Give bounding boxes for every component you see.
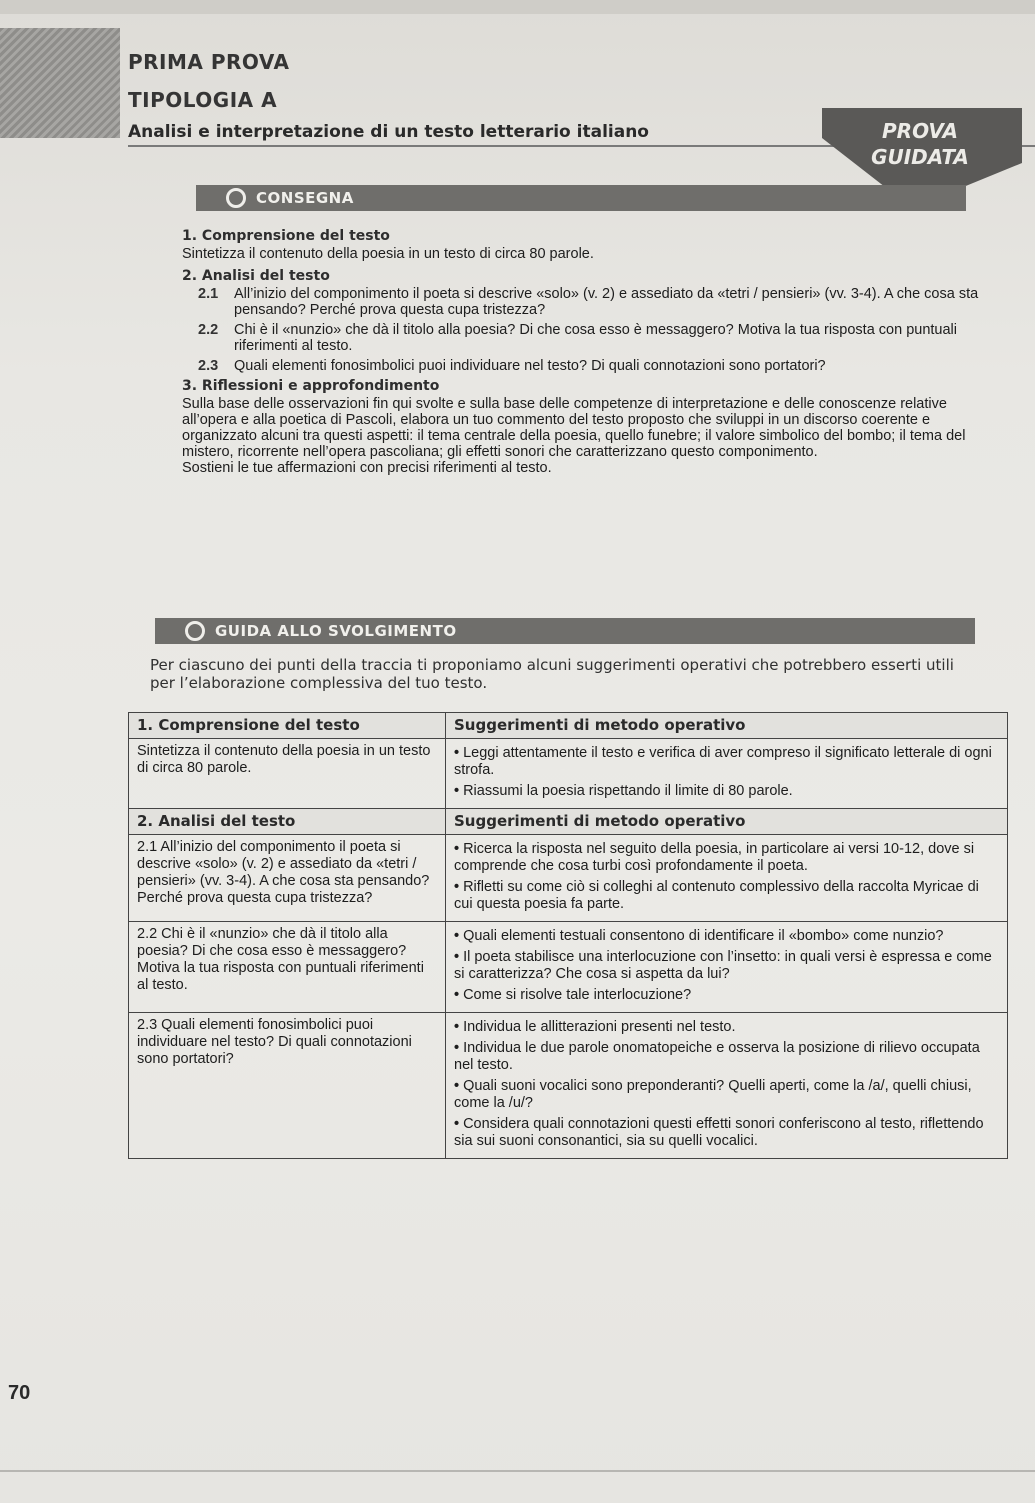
consegna-label: CONSEGNA [256, 189, 354, 207]
bullet-item: • Quali suoni vocalici sono preponderanti? Quelli aperti, come la /a/, quelli chiusi, come la /u/? [454, 1078, 999, 1112]
row22-left: 2.2 Chi è il «nunzio» che dà il titolo alla poesia? Di che cosa esso è messaggero? Motiva la tua risposta con puntuali riferimenti al testo. [129, 922, 446, 1013]
sub-num: 2.1 [198, 286, 219, 302]
circle-icon [226, 188, 246, 208]
section-label: PRIMA PROVA [128, 50, 290, 74]
table-row [129, 835, 1008, 922]
badge-text [850, 118, 990, 170]
consegna-content [168, 228, 988, 482]
sub-num: 2.3 [198, 358, 219, 374]
page-subtitle: Analisi e interpretazione di un testo letterario italiano [128, 122, 649, 142]
sub-text: All’inizio del componimento il poeta si descrive «solo» (v. 2) e assediato da «tetri / pensieri» (vv. 3-4). A che cosa sta pensando? Perché prova questa cupa tristezza? [234, 286, 979, 318]
circle-icon [185, 621, 205, 641]
bullet-item: • Leggi attentamente il testo e verifica di aver compreso il significato letterale di ogni strofa. [454, 745, 999, 779]
table-row [129, 713, 1008, 739]
sub-item [198, 358, 988, 374]
item1-title: 1. Comprensione del testo [182, 228, 390, 244]
top-strip [0, 0, 1035, 14]
guide-table [128, 712, 1008, 1159]
sec2-right-head: Suggerimenti di metodo operativo [446, 809, 1008, 835]
row23-left: 2.3 Quali elementi fonosimbolici puoi individuare nel testo? Di quali connotazioni sono portatori? [129, 1013, 446, 1159]
bullet-item: • Individua le allitterazioni presenti nel testo. [454, 1019, 999, 1036]
table-row [129, 809, 1008, 835]
consegna-bar [196, 185, 966, 211]
bullet-item: • Riassumi la poesia rispettando il limite di 80 parole. [454, 783, 999, 800]
item3-text-2: Sostieni le tue affermazioni con precisi riferimenti al testo. [182, 460, 552, 476]
item3-title: 3. Riflessioni e approfondimento [182, 378, 440, 394]
bullet-item: • Individua le due parole onomatopeiche e osserva la posizione di rilievo occupata nel testo. [454, 1040, 999, 1074]
badge-line-1: PROVA [882, 119, 958, 143]
sec1-left: Sintetizza il contenuto della poesia in un testo di circa 80 parole. [129, 739, 446, 809]
table-row [129, 1013, 1008, 1159]
bullet-item: • Come si risolve tale interlocuzione? [454, 987, 999, 1004]
bottom-line [0, 1470, 1035, 1472]
row21-bullets [446, 835, 1008, 922]
item1-text: Sintetizza il contenuto della poesia in un testo di circa 80 parole. [182, 246, 594, 262]
sec1-head: 1. Comprensione del testo [129, 713, 446, 739]
sec1-bullets [446, 739, 1008, 809]
sub-text: Quali elementi fonosimbolici puoi individuare nel testo? Di quali connotazioni sono portatori? [234, 358, 826, 374]
item3-text: Sulla base delle osservazioni fin qui svolte e sulla base delle competenze di interpretazione e delle conoscenze relative all’opera e alla poetica di Pascoli, elabora un tuo commento del testo proposto che sviluppi in un discorso coerente e organizzato alcuni tra questi aspetti: il tema centrale della poesia, quello funebre; il valore simbolico del bombo; il tema del mistero, ricorrente nell’opera pascoliana; gli effetti sonori che caratterizzano questo componimento. [182, 396, 966, 460]
sec2-head: 2. Analisi del testo [129, 809, 446, 835]
sub-text: Chi è il «nunzio» che dà il titolo alla poesia? Di che cosa esso è messaggero? Motiva la tua risposta con puntuali riferimenti al testo. [234, 322, 958, 354]
row21-left: 2.1 All’inizio del componimento il poeta si descrive «solo» (v. 2) e assediato da «tetri / pensieri» (vv. 3-4). A che cosa sta pensando? Perché prova questa cupa tristezza? [129, 835, 446, 922]
bullet-item: • Considera quali connotazioni questi effetti sonori conferiscono al testo, riflettendo sia sui suoni consonantici, sia su quelli vocalici. [454, 1116, 999, 1150]
row23-bullets [446, 1013, 1008, 1159]
row22-bullets [446, 922, 1008, 1013]
badge-line-2: GUIDATA [871, 145, 969, 169]
bullet-item: • Quali elementi testuali consentono di identificare il «bombo» come nunzio? [454, 928, 999, 945]
guida-bar [155, 618, 975, 644]
table-row [129, 739, 1008, 809]
guida-intro: Per ciascuno dei punti della traccia ti proponiamo alcuni suggerimenti operativi che potrebbero esserti utili per l’elaborazione complessiva del tuo testo. [150, 656, 954, 692]
table-row [129, 922, 1008, 1013]
item2-title: 2. Analisi del testo [182, 268, 330, 284]
sec1-right-head: Suggerimenti di metodo operativo [446, 713, 1008, 739]
type-label: TIPOLOGIA A [128, 88, 278, 112]
bullet-item: • Rifletti su come ciò si colleghi al contenuto complessivo della raccolta Myricae di cui questa poesia fa parte. [454, 879, 999, 913]
bullet-item: • Il poeta stabilisce una interlocuzione con l’insetto: in quali versi è espressa e come si caratterizza? Che cosa si aspetta da lui? [454, 949, 999, 983]
bullet-item: • Ricerca la risposta nel seguito della poesia, in particolare ai versi 10-12, dove si comprende che cosa turbi così profondamente il poeta. [454, 841, 999, 875]
page-number: 70 [8, 1382, 31, 1404]
guida-label: GUIDA ALLO SVOLGIMENTO [215, 622, 457, 640]
sub-item [198, 322, 988, 354]
sub-item [198, 286, 988, 318]
decorative-band [0, 28, 120, 138]
sub-num: 2.2 [198, 322, 219, 338]
